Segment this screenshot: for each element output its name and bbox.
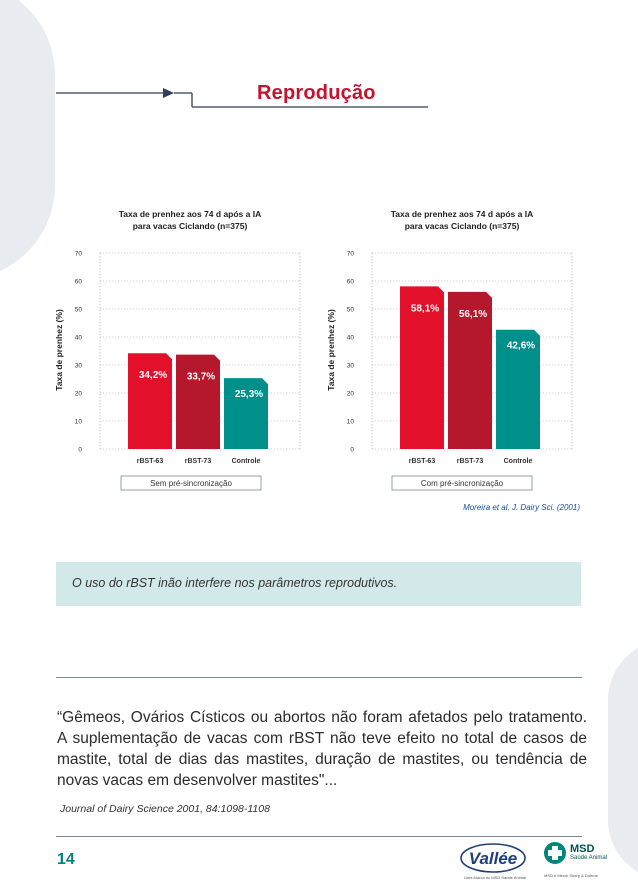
y-tick-label: 40: [346, 334, 354, 342]
y-tick-label: 30: [346, 362, 354, 370]
chart-title-line2: para vacas Ciclando (n=375): [404, 221, 520, 231]
divider: [56, 677, 582, 678]
x-tick-label: Controle: [503, 458, 533, 465]
bar-value-label: 25,3%: [234, 389, 264, 401]
x-tick-label: rBST-63: [136, 458, 164, 465]
y-tick-label: 40: [74, 334, 82, 342]
page-number: 14: [57, 851, 75, 868]
bar-value-label: 58,1%: [410, 303, 440, 315]
y-tick-label: 70: [346, 250, 354, 258]
y-tick-label: 0: [78, 446, 82, 454]
divider-bottom: [56, 836, 582, 837]
msd-tagline: MSD é Merck Sharp & Dohme.: [544, 873, 599, 878]
quote-text: “Gêmeos, Ovários Císticos ou abortos não foram afetados pelo tratamento. A suplementação de vacas com rBST não teve efeito no total de casos de mastite, total de dias das mastites, duração de mastites, ou tendência de novas vacas em desenvolver mastites"...: [57, 709, 587, 789]
header-arrow-icon: [163, 88, 174, 98]
msd-logo-icon: [542, 841, 612, 885]
chart-title-line1: Taxa de prenhez aos 74 d após a IA: [118, 209, 262, 219]
vallee-tagline: Uma Marca do MSD Saúde Animal: [464, 875, 527, 880]
y-tick-label: 20: [346, 390, 354, 398]
y-axis-label: Taxa de prenhez (%): [326, 309, 336, 391]
chart-title-line2: para vacas Ciclando (n=375): [132, 221, 248, 231]
callout-text: O uso do rBST inão interfere nos parâmetros reprodutivos.: [72, 576, 398, 590]
y-tick-label: 30: [74, 362, 82, 370]
vallee-logo-icon: [458, 842, 528, 882]
x-tick-label: rBST-73: [184, 458, 212, 465]
header-rule: [0, 0, 638, 130]
x-group-label: Sem pré-sincronização: [150, 479, 232, 488]
y-tick-label: 0: [350, 446, 354, 454]
y-tick-label: 50: [74, 306, 82, 314]
bar-value-label: 42,6%: [506, 340, 536, 352]
y-tick-label: 60: [346, 278, 354, 286]
y-tick-label: 60: [74, 278, 82, 286]
x-tick-label: rBST-63: [408, 458, 436, 465]
msd-sub: Saúde Animal: [570, 855, 608, 861]
chart-title-line1: Taxa de prenhez aos 74 d após a IA: [390, 209, 534, 219]
callout-box: [56, 562, 581, 606]
citation: Journal of Dairy Science 2001, 84:1098-1108: [60, 803, 270, 815]
y-axis-label: Taxa de prenhez (%): [54, 309, 64, 391]
chart-source: Moreira et al. J. Dairy Sci. (2001): [463, 503, 580, 512]
bar-value-label: 34,2%: [138, 370, 168, 382]
bar: [128, 353, 172, 449]
page-title: Reprodução: [257, 82, 376, 104]
bar: [176, 355, 220, 449]
x-tick-label: rBST-73: [456, 458, 484, 465]
decorative-right-shape: [608, 640, 638, 880]
y-tick-label: 20: [74, 390, 82, 398]
bar-value-label: 33,7%: [186, 371, 216, 383]
y-tick-label: 50: [346, 306, 354, 314]
x-tick-label: Controle: [231, 458, 261, 465]
y-tick-label: 10: [74, 418, 82, 426]
vallee-wordmark: Vallée: [468, 849, 518, 868]
x-group-label: Com pré-sincronização: [420, 479, 504, 488]
y-tick-label: 70: [74, 250, 82, 258]
chart-right: [312, 200, 602, 500]
y-tick-label: 10: [346, 418, 354, 426]
bar-value-label: 56,1%: [458, 308, 488, 320]
chart-left: [40, 200, 330, 500]
msd-name: MSD: [570, 843, 595, 855]
